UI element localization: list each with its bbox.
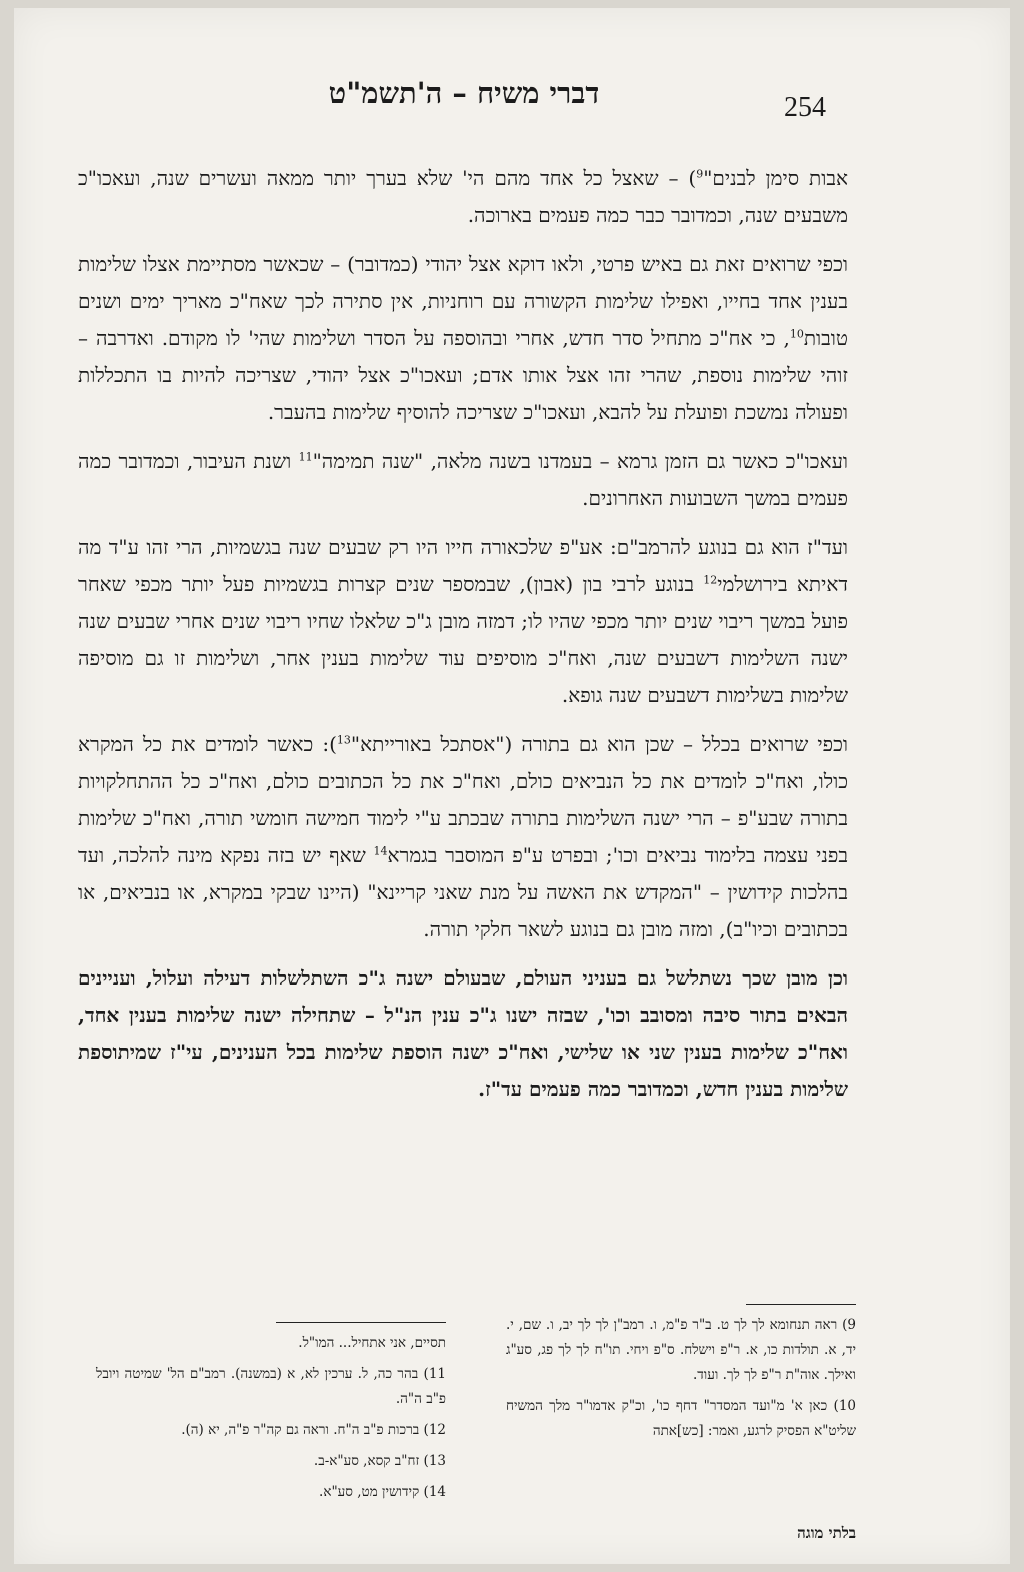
footnote-12: 12) ברכות פ"ב ה"ח. וראה גם קה"ר פ"ה, יא (ה). <box>181 1422 446 1438</box>
paragraph-text: ועאכו"כ כאשר גם הזמן גרמא – בעמדנו בשנה מלאה, "שנה תמימה" <box>312 449 849 473</box>
paragraph-text: וכפי שרואים בכלל – שכן הוא גם בתורה ("אסתכל באורייתא" <box>350 732 848 756</box>
footnote-ref-14: 14 <box>373 844 388 858</box>
paragraph-6 <box>78 960 848 1108</box>
paragraph-3 <box>78 443 848 517</box>
footnote-ref-11: 11 <box>298 450 313 464</box>
paragraph-1 <box>78 160 848 234</box>
footnote-10: 10) כאן א' מ"ועד המסדר" דחף כו', וכ"ק אדמו"ר מלך המשיח שליט"א הפסיק לרגע, ואמר: [כש]אתה <box>506 1398 856 1439</box>
running-title: דברי משיח – ה'תשמ"ט <box>328 76 600 110</box>
unedited-mark: בלתי מוגה <box>797 1524 856 1542</box>
paragraph-2 <box>78 246 848 431</box>
paragraph-text: , כי אח"כ מתחיל סדר חדש, אחרי ובהוספה על הסדר ושלימות שהי' לו מקודם. ואדרבה – זוהי שלימות נוספת, שהרי זהו אצל אותו אדם; ועאכו"כ אצל יהודי, שצריכה להיות בו התכללות ופעולה נמשכת ופועלת על להבא, ועאכו"כ שצריכה להוסיף שלימות בהעבר. <box>78 326 848 424</box>
paragraph-text: וכן מובן שכך נשתלשל גם בעניני העולם, שבעולם ישנה ג"כ השתלשלות דעילה ועלול, ועניינים הבאים בתור סיבה ומסובב וכו', שבזה ישנו ג"כ ענין הנ"ל – שתחילה ישנה שלימות בענין אחד, ואח"כ שלימות בענין שני או שלישי, ואח"כ ישנה הוספת שלימות בכל הענינים, עי"ז שמיתוספת שלימות בענין חדש, וכמדובר כמה פעמים עד"ז. <box>78 966 848 1101</box>
footnote-11: 11) בהר כה, ל. ערכין לא, א (במשנה). רמב"ם הל' שמיטה ויובל פ"ב ה"ה. <box>96 1366 446 1407</box>
page <box>14 8 1010 1564</box>
footnote-9: 9) ראה תנחומא לך לך ט. ב"ר פ"מ, ו. רמב"ן לך לך יב, ו. שם, י. יד, א. תולדות כו, א. ר"פ וישלח. ס"פ ויחי. תו"ח לך לך פג, סע"ג ואילך. אוה"ת ר"פ לך לך. ועוד. <box>506 1317 856 1383</box>
paragraph-text: ): כאשר לומדים את כל המקרא כולו, ואח"כ לומדים את כל הנביאים כולם, ואח"כ את כל הכתובים כולם, ואח"כ כל ההתחלקויות בתורה שבע"פ – הרי ישנה השלימות בתורה שבכתב ע"י לימוד חמישה חומשי תורה, ואח"כ שלימות בפני עצמה בלימוד נביאים וכו'; ובפרט ע"פ המוסבר בגמרא <box>78 732 848 867</box>
footnotes <box>96 1304 856 1524</box>
paragraph-text: אבות סימן לבנים" <box>703 166 848 190</box>
paragraph-text: בנוגע לרבי בון (אבון), שבמספר שנים קצרות בגשמיות פעל יותר מכפי שאחר פועל במשך ריבוי שנים יותר מכפי שהיו לו; דמזה מובן ג"כ שלאלו שחיו ריבוי שנים אחרי שבעים שנה ישנה השלימות דשבעים שנה, ואח"כ מוסיפים עוד שלימות בענין אחר, ושלימות זו גם מוסיפה שלימות בשלימות דשבעים שנה גופא. <box>78 572 848 707</box>
footnote-13: 13) זח"ב קסא, סע"א-ב. <box>313 1453 446 1469</box>
paragraph-text: ושנת העיבור, וכמדובר כמה פעמים במשך השבועות האחרונים. <box>78 449 848 510</box>
paragraph-text: שאף יש בזה נפקא מינה להלכה, ועד בהלכות קידושין – "המקדש את האשה על מנת שאני קריינא" (היינו שבקי במקרא, או בנביאים, או בכתובים וכיו"ב), ומזה מובן גם בנוגע לשאר חלקי תורה. <box>78 843 848 941</box>
footnote-ref-9: 9 <box>696 167 704 181</box>
paragraph-text: וכפי שרואים זאת גם באיש פרטי, ולאו דוקא אצל יהודי (כמדובר) – שכאשר מסתיימת אצלו שלימות בענין אחד בחייו, ואפילו שלימות הקשורה עם רוחניות, אין סתירה לכך שאח"כ מאריך ימים ושנים טובות <box>78 252 848 350</box>
paragraph-4 <box>78 529 848 714</box>
footnotes-left-column <box>96 1304 446 1511</box>
paragraph-5 <box>78 726 848 948</box>
footnote-ref-13: 13 <box>336 733 351 747</box>
footnote-14: 14) קידושין מט, סע"א. <box>319 1484 446 1500</box>
footnote-ref-10: 10 <box>789 327 804 341</box>
main-text <box>78 160 848 1120</box>
page-header <box>14 70 1010 130</box>
paragraph-text: ועד"ז הוא גם בנוגע להרמב"ם: אע"פ שלכאורה חייו היו רק שבעים שנה בגשמיות, הרי זהו ע"ד מה דאיתא בירושלמי <box>78 535 848 596</box>
footnote-ref-12: 12 <box>703 573 718 587</box>
footnote-10-continued: תסיים, אני אתחיל... המו"ל. <box>298 1335 446 1351</box>
footnote-divider <box>746 1304 856 1305</box>
footnote-divider <box>276 1322 446 1323</box>
footnotes-right-column <box>506 1304 856 1450</box>
paragraph-text: ) – שאצל כל אחד מהם הי' שלא בערך יותר ממאה ועשרים שנה, ועאכו"כ משבעים שנה, וכמדובר כבר כמה פעמים בארוכה. <box>78 166 848 227</box>
page-number: 254 <box>784 92 826 123</box>
